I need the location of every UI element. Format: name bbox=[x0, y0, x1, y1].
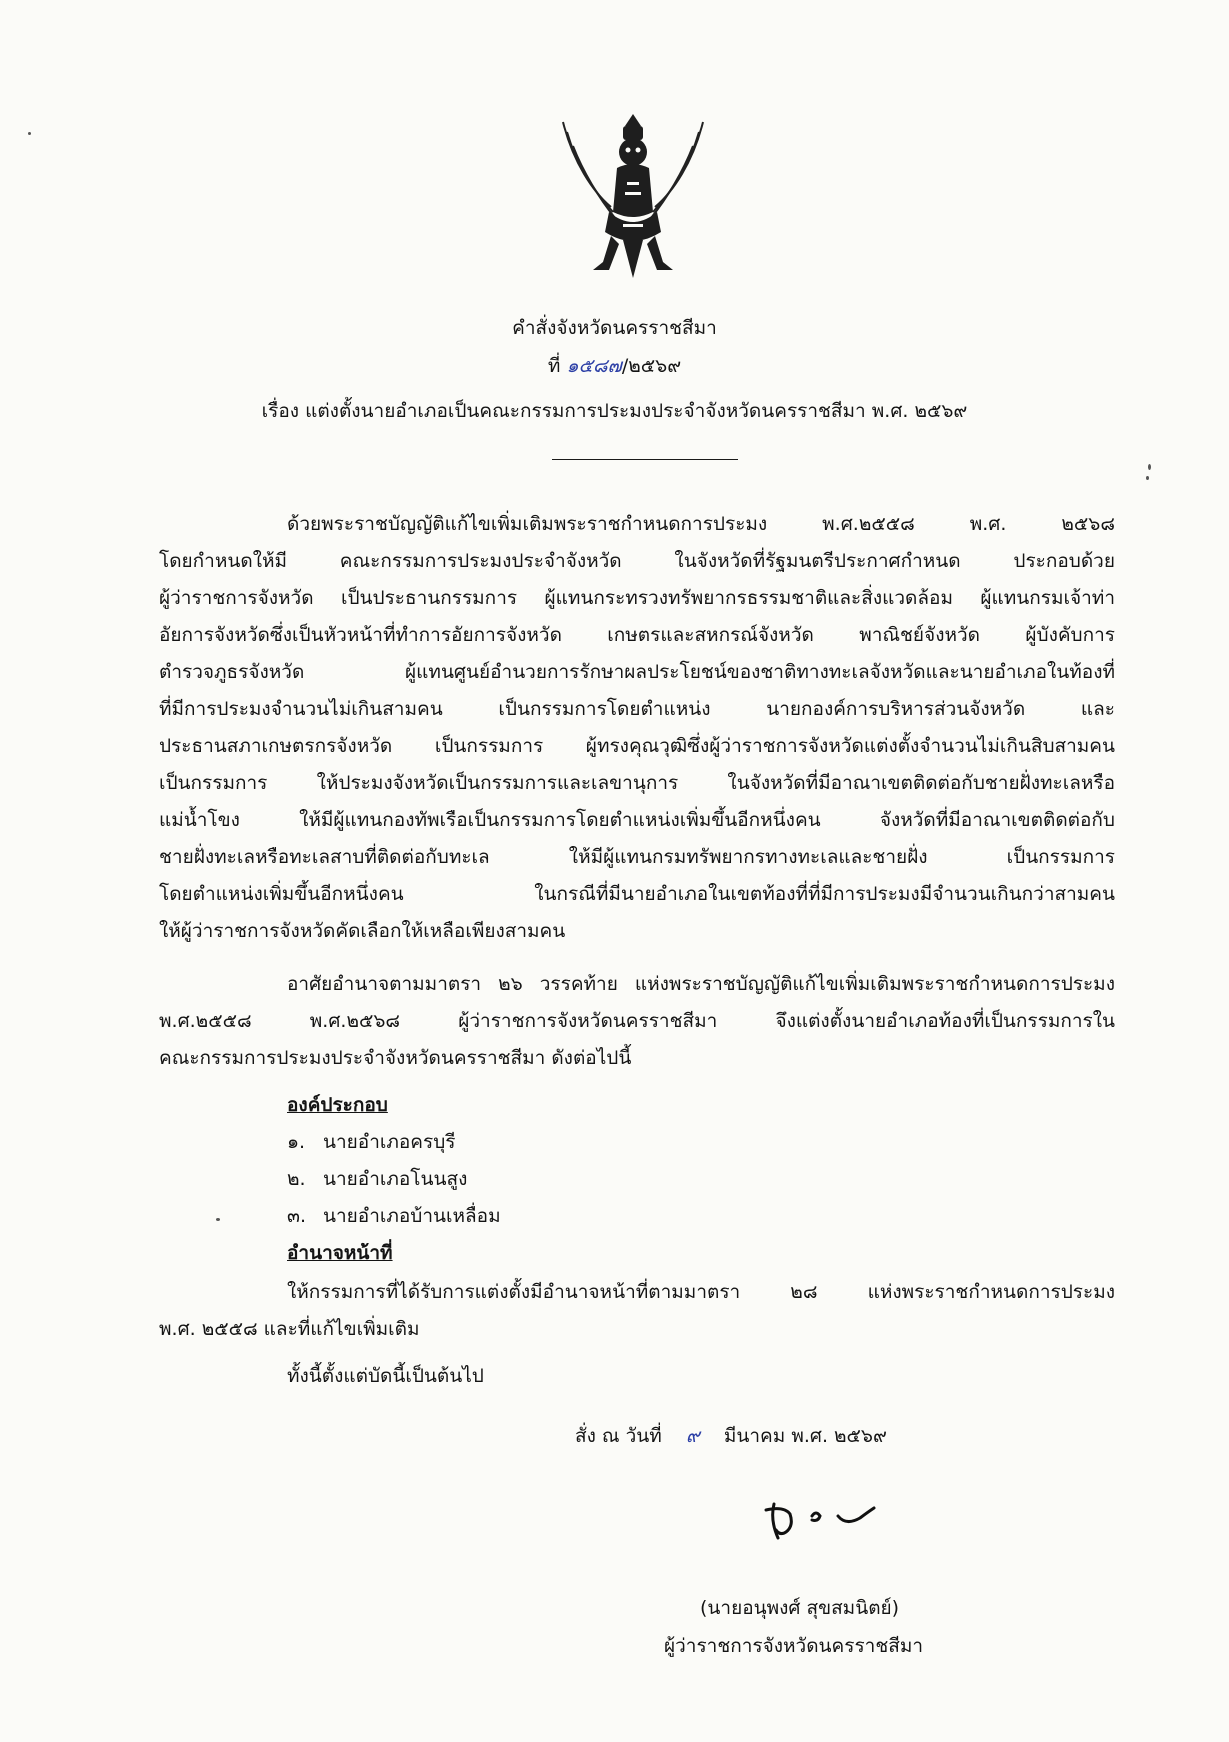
divider-line bbox=[552, 459, 738, 460]
paragraph1-line: ชายฝั่งทะเลหรือทะเลสาบที่ติดต่อกับทะเล ให้มีผู้แทนกรมทรัพยากรทางทะเลและชายฝั่ง เป็นกรรมการ bbox=[159, 846, 1115, 868]
paragraph2-line: คณะกรรมการประมงประจำจังหวัดนครราชสีมา ดังต่อไปนี้ bbox=[159, 1047, 632, 1069]
paragraph1-line: แม่น้ำโขง ให้มีผู้แทนกองทัพเรือเป็นกรรมการโดยตำแหน่งเพิ่มขึ้นอีกหนึ่งคน จังหวัดที่มีอาณาเขตติดต่อกับ bbox=[159, 809, 1115, 831]
paragraph1-line: อัยการจังหวัดซึ่งเป็นหัวหน้าที่ทำการอัยการจังหวัด เกษตรและสหกรณ์จังหวัด พาณิชย์จังหวัด ผู้บังคับการ bbox=[159, 624, 1115, 646]
scan-speck bbox=[1146, 476, 1149, 480]
paragraph1-line: ประธานสภาเกษตรกรจังหวัด เป็นกรรมการ ผู้ทรงคุณวุฒิซึ่งผู้ว่าราชการจังหวัดแต่งตั้งจำนวนไม่เกินสิบสามคน bbox=[159, 735, 1115, 757]
paragraph1-line: ที่มีการประมงจำนวนไม่เกินสามคน เป็นกรรมการโดยตำแหน่ง นายกองค์การบริหารส่วนจังหวัด และ bbox=[159, 698, 1115, 720]
list-item-text: นายอำเภอโนนสูง bbox=[323, 1168, 468, 1190]
list-item bbox=[287, 1126, 455, 1158]
list-item-text: นายอำเภอครบุรี bbox=[323, 1131, 456, 1153]
duties-line: พ.ศ. ๒๕๕๘ และที่แก้ไขเพิ่มเติม bbox=[159, 1318, 420, 1340]
order-number bbox=[0, 350, 1229, 382]
list-item-number: ๑. bbox=[287, 1131, 306, 1153]
garuda-emblem-icon bbox=[553, 112, 713, 282]
order-no-suffix: /๒๕๖๙ bbox=[621, 355, 682, 377]
signatory-title: ผู้ว่าราชการจังหวัดนครราชสีมา bbox=[664, 1635, 924, 1657]
duties-heading: อำนาจหน้าที่ bbox=[287, 1242, 393, 1264]
handwritten-signature bbox=[760, 1480, 880, 1550]
order-no-prefix: ที่ bbox=[547, 355, 561, 377]
sign-date bbox=[575, 1420, 887, 1452]
paragraph1-line: ด้วยพระราชบัญญัติแก้ไขเพิ่มเติมพระราชกำหนดการประมง พ.ศ.๒๕๕๘ พ.ศ. ๒๕๖๘ bbox=[287, 513, 1115, 535]
list-item bbox=[287, 1163, 467, 1195]
scan-speck bbox=[216, 1218, 220, 1221]
duties-line: ให้กรรมการที่ได้รับการแต่งตั้งมีอำนาจหน้าที่ตามมาตรา ๒๘ แห่งพระราชกำหนดการประมง bbox=[287, 1281, 1115, 1303]
paragraph1-line: โดยกำหนดให้มี คณะกรรมการประมงประจำจังหวัด ในจังหวัดที่รัฐมนตรีประกาศกำหนด ประกอบด้วย bbox=[159, 550, 1115, 572]
paragraph2-line: อาศัยอำนาจตามมาตรา ๒๖ วรรคท้าย แห่งพระราชบัญญัติแก้ไขเพิ่มเติมพระราชกำหนดการประมง bbox=[287, 973, 1115, 995]
subject-line: เรื่อง แต่งตั้งนายอำเภอเป็นคณะกรรมการประมงประจำจังหวัดนครราชสีมา พ.ศ. ๒๕๖๙ bbox=[261, 400, 968, 422]
effective-line: ทั้งนี้ตั้งแต่บัดนี้เป็นต้นไป bbox=[287, 1365, 484, 1387]
paragraph2-line: พ.ศ.๒๕๕๘ พ.ศ.๒๕๖๘ ผู้ว่าราชการจังหวัดนครราชสีมา จึงแต่งตั้งนายอำเภอท้องที่เป็นกรรมการใน bbox=[159, 1010, 1115, 1032]
list-item bbox=[287, 1200, 501, 1232]
list-item-number: ๓. bbox=[287, 1205, 307, 1227]
list-item-number: ๒. bbox=[287, 1168, 306, 1190]
composition-heading: องค์ประกอบ bbox=[287, 1094, 388, 1116]
document-title: คำสั่งจังหวัดนครราชสีมา bbox=[512, 317, 717, 339]
scan-speck bbox=[1148, 464, 1151, 470]
order-no-handwritten: ๑๕๘๗ bbox=[566, 355, 622, 377]
signatory-name: (นายอนุพงศ์ สุขสมนิตย์) bbox=[700, 1597, 900, 1619]
paragraph1-line: โดยตำแหน่งเพิ่มขึ้นอีกหนึ่งคน ในกรณีที่มีนายอำเภอในเขตท้องที่ที่มีการประมงมีจำนวนเกินกว่าสามคน bbox=[159, 883, 1115, 905]
paragraph1-line: เป็นกรรมการ ให้ประมงจังหวัดเป็นกรรมการและเลขานุการ ในจังหวัดที่มีอาณาเขตติดต่อกับชายฝั่งทะเลหรือ bbox=[159, 772, 1115, 794]
sign-day-handwritten: ๙ bbox=[685, 1425, 700, 1447]
list-item-text: นายอำเภอบ้านเหลื่อม bbox=[323, 1205, 501, 1227]
paragraph1-line: ผู้ว่าราชการจังหวัด เป็นประธานกรรมการ ผู้แทนกระทรวงทรัพยากรธรรมชาติและสิ่งแวดล้อม ผู้แทนกรมเจ้าท่า bbox=[159, 587, 1115, 609]
scan-speck bbox=[28, 132, 31, 135]
paragraph1-line: ตำรวจภูธรจังหวัด ผู้แทนศูนย์อำนวยการรักษาผลประโยชน์ของชาติทางทะเลจังหวัดและนายอำเภอในท้องที่ bbox=[159, 661, 1115, 683]
sign-date-prefix: สั่ง ณ วันที่ bbox=[575, 1425, 662, 1447]
sign-date-suffix: มีนาคม พ.ศ. ๒๕๖๙ bbox=[723, 1425, 887, 1447]
paragraph1-line: ให้ผู้ว่าราชการจังหวัดคัดเลือกให้เหลือเพียงสามคน bbox=[159, 920, 566, 942]
